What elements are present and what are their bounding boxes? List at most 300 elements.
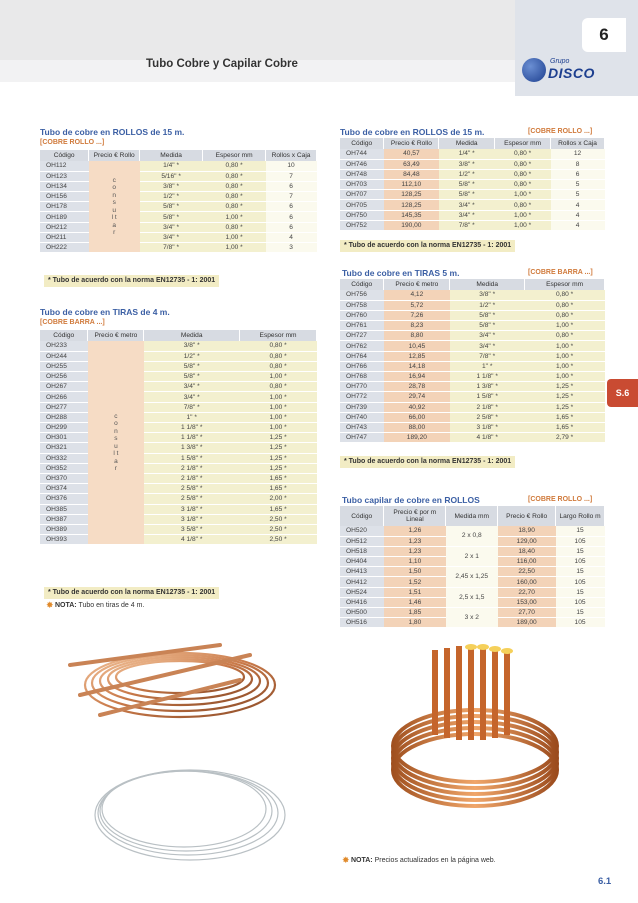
espesor-cell: 2,79 * xyxy=(525,433,605,443)
table-row xyxy=(340,300,605,310)
product-code: OH752 xyxy=(340,220,384,230)
price-per-meter-cell: 1,23 xyxy=(384,546,446,556)
tiras4-title: Tubo de cobre en TIRAS de 4 m. xyxy=(40,307,170,317)
table-row xyxy=(40,484,317,494)
price-per-meter-cell: 1,10 xyxy=(384,557,446,567)
rollos-left-subtitle: [COBRE ROLLO ...] xyxy=(40,139,105,146)
rollos-caja-cell: 5 xyxy=(551,180,605,190)
product-code: OH416 xyxy=(340,597,384,607)
price-per-meter-cell: 1,50 xyxy=(384,567,446,577)
capilar-title: Tubo capilar de cobre en ROLLOS xyxy=(342,495,480,505)
product-code: OH321 xyxy=(40,443,88,453)
logo-disco-text: DISCO xyxy=(548,65,595,81)
product-code: OH277 xyxy=(40,402,88,412)
espesor-cell: 0,80 * xyxy=(203,192,266,202)
product-code: OH705 xyxy=(340,200,384,210)
price-cell: 63,49 xyxy=(384,159,439,169)
column-header: Código xyxy=(40,150,89,161)
medida-cell: 3 x 2 xyxy=(446,608,498,628)
column-header: Medida xyxy=(450,279,525,290)
rollos-right-norm-note: * Tubo de acuerdo con la norma EN12735 - 1: 2001 xyxy=(340,240,515,252)
table-row xyxy=(40,372,317,382)
table-row xyxy=(340,422,605,432)
table-row xyxy=(40,181,317,191)
table-row xyxy=(40,361,317,371)
section-tab[interactable]: S.6 xyxy=(607,379,638,407)
table-row xyxy=(40,392,317,402)
espesor-cell: 1,00 * xyxy=(525,341,605,351)
product-code: OH760 xyxy=(340,310,384,320)
espesor-cell: 0,80 * xyxy=(240,351,317,361)
product-code: OH512 xyxy=(340,536,384,546)
product-code: OH301 xyxy=(40,433,88,443)
table-row xyxy=(40,535,317,545)
medida-cell: 5/8" * xyxy=(144,361,240,371)
table-row xyxy=(40,382,317,392)
table-row xyxy=(40,433,317,443)
product-code: OH739 xyxy=(340,402,384,412)
table-row xyxy=(40,443,317,453)
column-header: Precio € por m Lineal xyxy=(384,506,446,526)
espesor-cell: 1,65 * xyxy=(240,473,317,483)
product-code: OH211 xyxy=(40,232,89,242)
price-cell: 112,10 xyxy=(384,180,439,190)
product-code: OH156 xyxy=(40,192,89,202)
price-per-meter-cell: 1,52 xyxy=(384,577,446,587)
table-row xyxy=(340,169,605,179)
table-row xyxy=(40,232,317,242)
medida-cell: 3/4" * xyxy=(450,341,525,351)
product-code: OH707 xyxy=(340,190,384,200)
price-cell: 128,25 xyxy=(384,200,439,210)
consultar-text: c o n s u l t a r xyxy=(113,412,119,473)
product-code: OH768 xyxy=(340,372,384,382)
espesor-cell: 1,00 * xyxy=(240,392,317,402)
espesor-cell: 1,00 * xyxy=(525,321,605,331)
medida-cell: 1 1/8" * xyxy=(144,433,240,443)
product-code: OH748 xyxy=(340,169,384,179)
espesor-cell: 1,00 * xyxy=(240,372,317,382)
column-header: Medida mm xyxy=(446,506,498,526)
table-row xyxy=(340,149,605,159)
medida-cell: 2 5/8" * xyxy=(144,484,240,494)
table-row xyxy=(40,514,317,524)
medida-cell: 2 5/8" * xyxy=(450,412,525,422)
product-code: OH389 xyxy=(40,524,88,534)
price-cell: 66,00 xyxy=(384,412,450,422)
table-row xyxy=(40,202,317,212)
tiras4-nota xyxy=(46,601,144,610)
tiras4-table xyxy=(40,330,317,545)
product-code: OH703 xyxy=(340,180,384,190)
espesor-cell: 1,25 * xyxy=(525,382,605,392)
largo-rollo-cell: 105 xyxy=(556,577,605,587)
rollos-caja-cell: 4 xyxy=(551,210,605,220)
column-header: Precio € Rollo xyxy=(89,150,140,161)
column-header: Rollos x Caja xyxy=(266,150,317,161)
price-cell: 40,57 xyxy=(384,149,439,159)
rollos-caja-cell: 5 xyxy=(551,190,605,200)
price-cell: 16,94 xyxy=(384,372,450,382)
table-row xyxy=(340,546,605,556)
espesor-cell: 1,00 * xyxy=(525,372,605,382)
espesor-cell: 1,00 * xyxy=(495,190,551,200)
product-code: OH746 xyxy=(340,159,384,169)
largo-rollo-cell: 105 xyxy=(556,557,605,567)
espesor-cell: 1,25 * xyxy=(240,433,317,443)
column-header: Rollos x Caja xyxy=(551,138,605,149)
product-code: OH743 xyxy=(340,422,384,432)
rollos-right-table xyxy=(340,138,605,231)
product-code: OH764 xyxy=(340,351,384,361)
table-row xyxy=(340,200,605,210)
price-cell: 189,20 xyxy=(384,433,450,443)
medida-cell: 1/2" * xyxy=(450,300,525,310)
product-code: OH412 xyxy=(340,577,384,587)
rollos-caja-cell: 6 xyxy=(266,212,317,222)
price-per-meter-cell: 1,85 xyxy=(384,608,446,618)
medida-cell: 3 1/8" * xyxy=(450,422,525,432)
product-code: OH385 xyxy=(40,504,88,514)
price-rollo-cell: 153,00 xyxy=(498,597,556,607)
product-code: OH212 xyxy=(40,222,89,232)
medida-cell: 1 5/8" * xyxy=(144,453,240,463)
rollos-left-title: Tubo de cobre en ROLLOS de 15 m. xyxy=(40,127,185,137)
medida-cell: 3/4" * xyxy=(140,222,203,232)
tiras4-nota-text: Tubo en tiras de 4 m. xyxy=(76,602,145,609)
table-row xyxy=(40,341,317,351)
product-code: OH189 xyxy=(40,212,89,222)
medida-cell: 2 1/8" * xyxy=(450,402,525,412)
column-header: Código xyxy=(40,330,88,341)
largo-rollo-cell: 105 xyxy=(556,597,605,607)
table-row xyxy=(40,453,317,463)
price-cell: 12,85 xyxy=(384,351,450,361)
medida-cell: 5/8" * xyxy=(144,372,240,382)
price-cell: 190,00 xyxy=(384,220,439,230)
espesor-cell: 1,65 * xyxy=(525,412,605,422)
espesor-cell: 1,00 * xyxy=(203,232,266,242)
price-consult-cell xyxy=(88,341,144,545)
product-code: OH267 xyxy=(40,382,88,392)
medida-cell: 1/2" * xyxy=(439,169,495,179)
tiras5-table xyxy=(340,279,605,443)
table-row xyxy=(340,341,605,351)
product-code: OH112 xyxy=(40,161,89,171)
capilar-nota xyxy=(342,856,496,865)
price-per-meter-cell: 1,26 xyxy=(384,526,446,536)
table-row xyxy=(340,392,605,402)
espesor-cell: 1,25 * xyxy=(240,463,317,473)
medida-cell: 1/2" * xyxy=(140,192,203,202)
product-code: OH123 xyxy=(40,171,89,181)
column-header: Medida xyxy=(140,150,203,161)
product-code: OH772 xyxy=(340,392,384,402)
product-code: OH518 xyxy=(340,546,384,556)
table-row xyxy=(340,190,605,200)
espesor-cell: 1,00 * xyxy=(495,210,551,220)
medida-cell: 3/8" * xyxy=(450,290,525,300)
price-rollo-cell: 129,00 xyxy=(498,536,556,546)
price-cell: 28,78 xyxy=(384,382,450,392)
product-code: OH288 xyxy=(40,412,88,422)
largo-rollo-cell: 15 xyxy=(556,608,605,618)
espesor-cell: 0,80 * xyxy=(203,161,266,171)
largo-rollo-cell: 15 xyxy=(556,567,605,577)
rollos-left-table xyxy=(40,150,317,253)
table-row xyxy=(40,212,317,222)
chapter-badge xyxy=(582,18,626,52)
product-code: OH524 xyxy=(340,587,384,597)
espesor-cell: 2,50 * xyxy=(240,524,317,534)
medida-cell: 3/8" * xyxy=(144,341,240,351)
price-consult-cell xyxy=(89,161,140,253)
logo-grupo-text: Grupo xyxy=(550,58,570,65)
product-code: OH516 xyxy=(340,618,384,628)
largo-rollo-cell: 15 xyxy=(556,526,605,536)
price-rollo-cell: 189,00 xyxy=(498,618,556,628)
column-header: Precio € metro xyxy=(384,279,450,290)
price-per-meter-cell: 1,80 xyxy=(384,618,446,628)
espesor-cell: 1,00 * xyxy=(525,361,605,371)
table-row xyxy=(40,524,317,534)
table-row xyxy=(340,220,605,230)
espesor-cell: 0,80 * xyxy=(203,222,266,232)
table-row xyxy=(40,222,317,232)
espesor-cell: 0,80 * xyxy=(495,180,551,190)
medida-cell: 3/4" * xyxy=(144,382,240,392)
product-code: OH758 xyxy=(340,300,384,310)
medida-cell: 2 1/8" * xyxy=(144,463,240,473)
espesor-cell: 1,25 * xyxy=(240,443,317,453)
espesor-cell: 0,80 * xyxy=(525,290,605,300)
medida-cell: 3/4" * xyxy=(439,200,495,210)
medida-cell: 7/8" * xyxy=(144,402,240,412)
table-row xyxy=(340,412,605,422)
medida-cell: 1 1/8" * xyxy=(144,423,240,433)
medida-cell: 3/8" * xyxy=(140,181,203,191)
medida-cell: 1 3/8" * xyxy=(144,443,240,453)
product-code: OH244 xyxy=(40,351,88,361)
product-code: OH761 xyxy=(340,321,384,331)
medida-cell: 1" * xyxy=(144,412,240,422)
column-header: Largo Rollo m xyxy=(556,506,605,526)
medida-cell: 2,45 x 1,25 xyxy=(446,567,498,587)
capilar-nota-text: Precios actualizados en la página web. xyxy=(372,857,496,864)
product-code: OH387 xyxy=(40,514,88,524)
page-title: Tubo Cobre y Capilar Cobre xyxy=(146,58,298,70)
table-row xyxy=(340,310,605,320)
medida-cell: 3/4" * xyxy=(439,210,495,220)
rollos-caja-cell: 4 xyxy=(551,220,605,230)
espesor-cell: 1,00 * xyxy=(203,243,266,253)
column-header: Medida xyxy=(144,330,240,341)
price-rollo-cell: 160,00 xyxy=(498,577,556,587)
rollos-caja-cell: 7 xyxy=(266,171,317,181)
espesor-cell: 1,00 * xyxy=(240,423,317,433)
medida-cell: 2 x 0,8 xyxy=(446,526,498,546)
table-row xyxy=(40,192,317,202)
table-row xyxy=(340,526,605,536)
column-header: Espesor mm xyxy=(495,138,551,149)
product-code: OH404 xyxy=(340,557,384,567)
tiras4-nota-label: NOTA: xyxy=(55,602,77,609)
column-header: Precio € Rollo xyxy=(384,138,439,149)
page-number: 6.1 xyxy=(598,876,612,887)
table-row xyxy=(40,243,317,253)
espesor-cell: 1,00 * xyxy=(240,412,317,422)
espesor-cell: 0,80 * xyxy=(525,331,605,341)
espesor-cell: 1,65 * xyxy=(240,504,317,514)
product-code: OH332 xyxy=(40,453,88,463)
product-code: OH747 xyxy=(340,433,384,443)
price-cell: 8,23 xyxy=(384,321,450,331)
price-rollo-cell: 18,90 xyxy=(498,526,556,536)
espesor-cell: 0,80 * xyxy=(495,159,551,169)
medida-cell: 1/4" * xyxy=(140,161,203,171)
price-cell: 14,18 xyxy=(384,361,450,371)
table-row xyxy=(40,473,317,483)
product-code: OH299 xyxy=(40,423,88,433)
largo-rollo-cell: 15 xyxy=(556,546,605,556)
column-header: Espesor mm xyxy=(203,150,266,161)
medida-cell: 4 1/8" * xyxy=(450,433,525,443)
espesor-cell: 0,80 * xyxy=(495,149,551,159)
rollos-right-subtitle: [COBRE ROLLO ...] xyxy=(528,128,593,135)
capilar-subtitle: [COBRE ROLLO ...] xyxy=(528,496,593,503)
rollos-left-norm-note: * Tubo de acuerdo con la norma EN12735 - 1: 2001 xyxy=(44,275,219,287)
tiras5-title: Tubo de cobre en TIRAS 5 m. xyxy=(342,268,460,278)
price-cell: 40,92 xyxy=(384,402,450,412)
table-row xyxy=(340,608,605,618)
espesor-cell: 1,25 * xyxy=(240,453,317,463)
table-row xyxy=(340,567,605,577)
largo-rollo-cell: 105 xyxy=(556,618,605,628)
table-row xyxy=(40,402,317,412)
medida-cell: 3 1/8" * xyxy=(144,504,240,514)
price-cell: 4,12 xyxy=(384,290,450,300)
table-row xyxy=(40,494,317,504)
column-header: Precio € Rollo xyxy=(498,506,556,526)
medida-cell: 3 1/8" * xyxy=(144,514,240,524)
table-row xyxy=(340,331,605,341)
table-row xyxy=(340,159,605,169)
espesor-cell: 0,80 * xyxy=(240,382,317,392)
table-row xyxy=(40,463,317,473)
copper-coil-photo xyxy=(385,640,565,815)
tiras4-subtitle: [COBRE BARRA ...] xyxy=(40,319,105,326)
product-code: OH256 xyxy=(40,372,88,382)
medida-cell: 5/8" * xyxy=(140,212,203,222)
price-cell: 29,74 xyxy=(384,392,450,402)
table-row xyxy=(340,321,605,331)
price-rollo-cell: 18,40 xyxy=(498,546,556,556)
product-code: OH756 xyxy=(340,290,384,300)
product-code: OH266 xyxy=(40,392,88,402)
table-row xyxy=(340,382,605,392)
espesor-cell: 0,80 * xyxy=(525,310,605,320)
table-row xyxy=(40,423,317,433)
medida-cell: 5/8" * xyxy=(439,180,495,190)
medida-cell: 7/8" * xyxy=(140,243,203,253)
header-band xyxy=(0,0,515,60)
product-code: OH376 xyxy=(40,494,88,504)
table-row xyxy=(340,180,605,190)
medida-cell: 3/4" * xyxy=(144,392,240,402)
price-cell: 88,00 xyxy=(384,422,450,432)
column-header: Medida xyxy=(439,138,495,149)
espesor-cell: 1,65 * xyxy=(525,422,605,432)
largo-rollo-cell: 15 xyxy=(556,587,605,597)
medida-cell: 2 5/8" * xyxy=(144,494,240,504)
medida-cell: 2,5 x 1,5 xyxy=(446,587,498,607)
column-header: Precio € metro xyxy=(88,330,144,341)
product-code: OH740 xyxy=(340,412,384,422)
product-code: OH520 xyxy=(340,526,384,536)
grupo-disco-logo xyxy=(522,58,622,82)
product-code: OH222 xyxy=(40,243,89,253)
table-row xyxy=(340,587,605,597)
tiras5-subtitle: [COBRE BARRA ...] xyxy=(528,269,593,276)
tiras4-norm-note: * Tubo de acuerdo con la norma EN12735 - 1: 2001 xyxy=(44,587,219,599)
product-code: OH134 xyxy=(40,181,89,191)
product-code: OH766 xyxy=(340,361,384,371)
consultar-text: c o n s u l t a r xyxy=(111,176,117,237)
capilar-nota-label: NOTA: xyxy=(351,857,373,864)
price-cell: 145,35 xyxy=(384,210,439,220)
espesor-cell: 1,00 * xyxy=(525,351,605,361)
espesor-cell: 2,50 * xyxy=(240,535,317,545)
column-header: Código xyxy=(340,279,384,290)
product-code: OH393 xyxy=(40,535,88,545)
medida-cell: 1/4" * xyxy=(439,149,495,159)
product-code: OH744 xyxy=(340,149,384,159)
espesor-cell: 1,00 * xyxy=(203,212,266,222)
table-row xyxy=(340,372,605,382)
espesor-cell: 0,80 * xyxy=(203,171,266,181)
rollos-caja-cell: 6 xyxy=(266,202,317,212)
medida-cell: 2 1/8" * xyxy=(144,473,240,483)
espesor-cell: 0,80 * xyxy=(525,300,605,310)
medida-cell: 7/8" * xyxy=(450,351,525,361)
medida-cell: 5/8" * xyxy=(140,202,203,212)
medida-cell: 2 x 1 xyxy=(446,546,498,566)
table-row xyxy=(40,161,317,171)
rollos-caja-cell: 3 xyxy=(266,243,317,253)
price-rollo-cell: 27,70 xyxy=(498,608,556,618)
product-code: OH770 xyxy=(340,382,384,392)
espesor-cell: 1,25 * xyxy=(525,402,605,412)
product-code: OH750 xyxy=(340,210,384,220)
espesor-cell: 0,80 * xyxy=(240,361,317,371)
rollos-caja-cell: 8 xyxy=(551,159,605,169)
medida-cell: 1 5/8" * xyxy=(450,392,525,402)
column-header: Código xyxy=(340,138,384,149)
product-code: OH762 xyxy=(340,341,384,351)
medida-cell: 5/8" * xyxy=(439,190,495,200)
price-per-meter-cell: 1,23 xyxy=(384,536,446,546)
rollos-caja-cell: 12 xyxy=(551,149,605,159)
medida-cell: 3/8" * xyxy=(439,159,495,169)
medida-cell: 3/4" * xyxy=(450,331,525,341)
table-row xyxy=(340,433,605,443)
rollos-caja-cell: 10 xyxy=(266,161,317,171)
product-code: OH374 xyxy=(40,484,88,494)
price-cell: 8,80 xyxy=(384,331,450,341)
table-row xyxy=(340,351,605,361)
table-row xyxy=(340,290,605,300)
price-per-meter-cell: 1,46 xyxy=(384,597,446,607)
